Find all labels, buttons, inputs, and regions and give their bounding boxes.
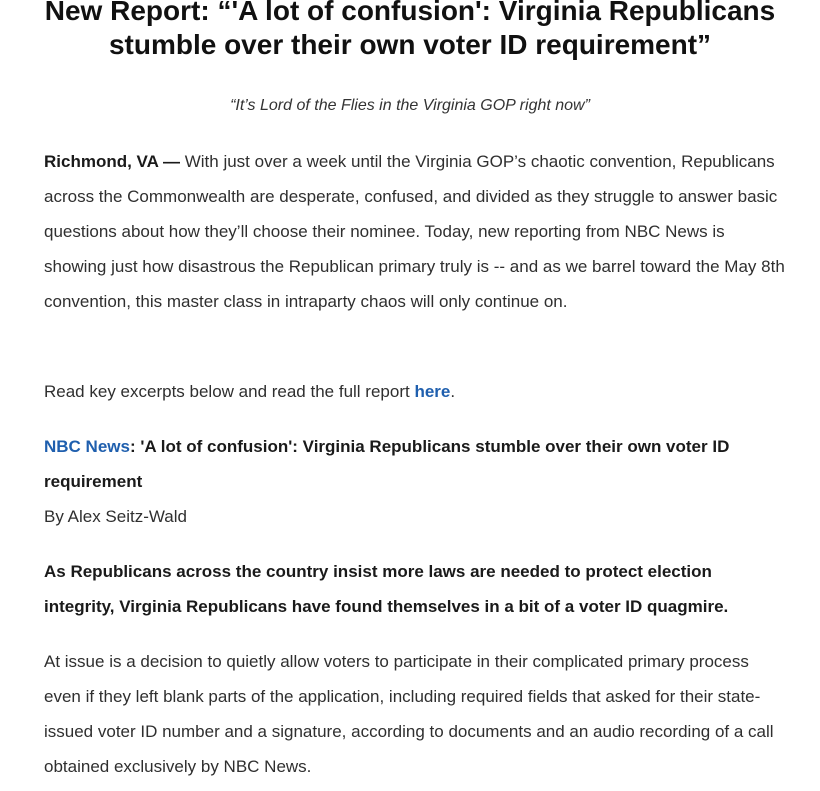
intro-paragraph [44,144,786,319]
excerpt-paragraph: At issue is a decision to quietly allow voters to participate in their complicated primary process even if they left blank parts of the application, including required fields that asked for their state-issued voter ID number and a signature, according to documents and an audio recording of a call obtained exclusively by NBC News. [44,652,774,776]
intro-text: With just over a week until the Virginia GOP’s chaotic convention, Republicans across the Commonwealth are desperate, confused, and divided as they struggle to answer basic questions about how they’ll choose their nominee. Today, new reporting from NBC News is showing just how disastrous the Republican primary truly is -- and as we barrel toward the May 8th convention, this master class in intraparty chaos will only continue on. [44,152,785,311]
dateline: Richmond, VA — [44,152,180,171]
headline: New Report: “'A lot of confusion': Virginia Republicans stumble over their own voter ID requirement” [44,0,776,60]
excerpt-bold-paragraph: As Republicans across the country insist more laws are needed to protect election integrity, Virginia Republicans have found themselves in a bit of a voter ID quagmire. [44,562,729,616]
source-separator: : [129,437,141,456]
source-title-line [44,429,786,499]
nbc-news-link[interactable]: NBC News [44,437,130,456]
article-title: 'A lot of confusion': Virginia Republicans stumble over their own voter ID requirement [44,437,730,491]
read-more-suffix: . [450,382,456,401]
read-more-paragraph [44,374,786,409]
read-more-prefix: Read key excerpts below and read the full report [44,382,415,401]
subheadline-quote: “It’s Lord of the Flies in the Virginia GOP right now” [230,97,590,114]
byline: By Alex Seitz-Wald [44,507,187,526]
full-report-link[interactable]: here [414,382,451,401]
